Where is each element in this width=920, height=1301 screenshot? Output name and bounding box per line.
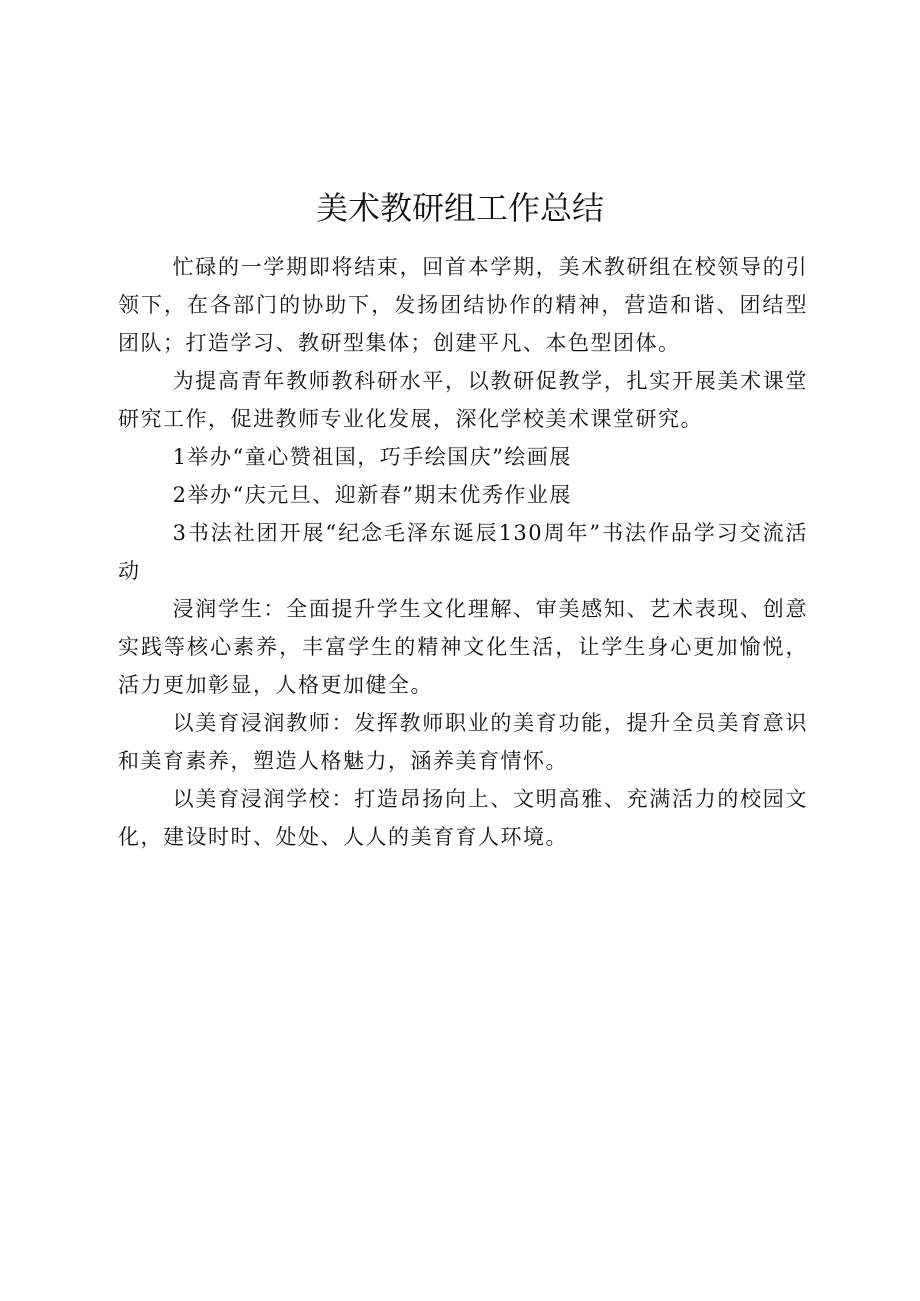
paragraph-goal: 为提高青年教师教科研水平，以教研促教学，扎实开展美术课堂研究工作，促进教师专业化发展，深化学校美术课堂研究。 [118, 369, 808, 431]
document-body [118, 248, 808, 856]
list-item-1: 1举办“童心赞祖国，巧手绘国庆”绘画展 [172, 445, 572, 469]
paragraph-school: 以美育浸润学校：打造昂扬向上、文明高雅、充满活力的校园文化，建设时时、处处、人人的美育育人环境。 [118, 787, 808, 849]
list-item-2: 2举办“庆元旦、迎新春”期末优秀作业展 [172, 483, 572, 507]
list-item-3: 3书法社团开展“纪念毛泽东诞辰130周年”书法作品学习交流活动 [118, 521, 808, 583]
paragraph-students: 浸润学生：全面提升学生文化理解、审美感知、艺术表现、创意实践等核心素养，丰富学生的精神文化生活，让学生身心更加愉悦，活力更加彰显，人格更加健全。 [118, 597, 808, 697]
document-title: 美术教研组工作总结 [315, 189, 604, 227]
paragraph-intro: 忙碌的一学期即将结束，回首本学期，美术教研组在校领导的引领下，在各部门的协助下，发扬团结协作的精神，营造和谐、团结型团队；打造学习、教研型集体；创建平凡、本色型团体。 [118, 255, 808, 355]
paragraph-teachers: 以美育浸润教师：发挥教师职业的美育功能，提升全员美育意识和美育素养，塑造人格魅力，涵养美育情怀。 [118, 711, 808, 773]
